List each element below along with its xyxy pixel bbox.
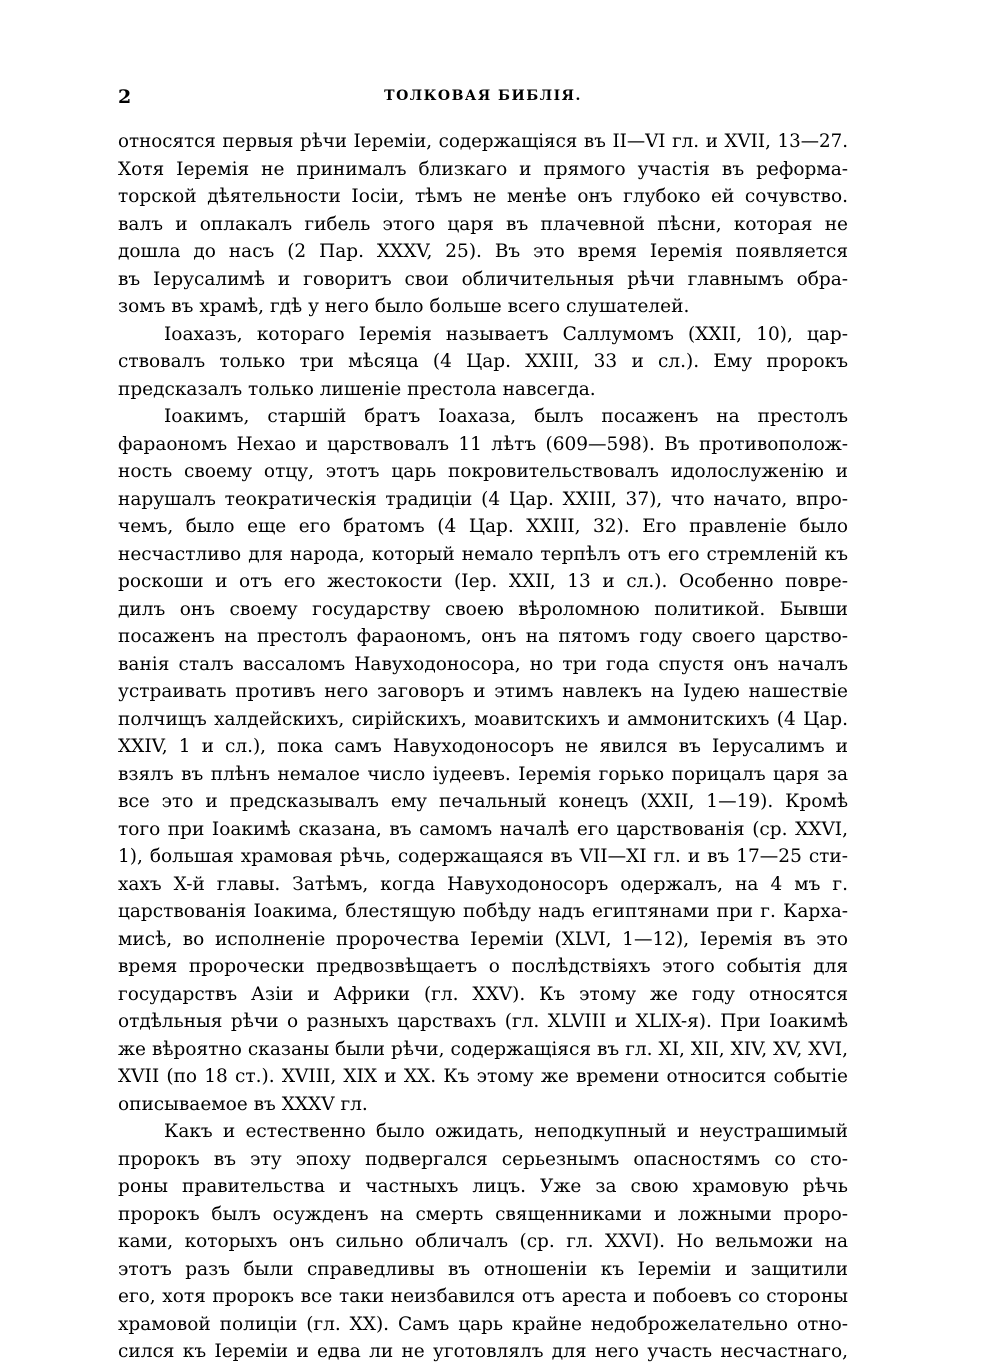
text-line: пророкъ въ эту эпоху подвергался серьезнымъ опасностямъ со сто- <box>118 1148 848 1170</box>
text-line: 1), большая храмовая рѣчь, содержащаяся въ VII—XI гл. и въ 17—25 сти- <box>118 846 848 867</box>
text-line: XXIV, 1 и сл.), пока самъ Навуходоносоръ не явился въ Iерусалимъ и <box>118 736 848 757</box>
text-line: этотъ разъ были справедливы въ отношеніи къ Iереміи и защитили <box>118 1258 848 1280</box>
text-line: царствованія Iоакима, блестящую побѣду надъ египтянами при г. Карха- <box>118 901 848 922</box>
text-line: въ Iерусалимѣ и говоритъ свои обличительныя рѣчи главнымъ обра- <box>118 268 848 290</box>
text-line: дилъ онъ своему государству своею вѣроломною политикой. Бывши <box>118 598 848 620</box>
text-line: несчастливо для народа, который немало терпѣлъ отъ его стремленій къ <box>118 543 848 565</box>
text-line: государствъ Азіи и Африки (гл. XXV). Къ этому же году относятся <box>118 983 848 1005</box>
text-line: устраивать противъ него заговоръ и этимъ навлекъ на Iудею нашествіе <box>118 681 848 702</box>
text-line: храмовой полиціи (гл. XX). Самъ царь крайне недоброжелательно отно- <box>118 1313 848 1335</box>
text-line: роны правительства и частныхъ лицъ. Уже за свою храмовую рѣчь <box>118 1176 848 1197</box>
text-line: ванія сталъ вассаломъ Навуходоносора, но три года спустя онъ началъ <box>118 653 848 675</box>
text-line: ствовалъ только три мѣсяца (4 Цар. XXIII, 33 и сл.). Ему пророкъ <box>118 351 848 372</box>
text-line: чемъ, было еще его братомъ (4 Цар. XXIII, 32). Его правленіе было <box>118 516 848 537</box>
running-head <box>118 86 848 110</box>
text-line: пророкъ былъ осужденъ на смерть священниками и ложными проро- <box>118 1203 848 1225</box>
text-line: Iоахазъ, котораго Iеремія называетъ Саллумомъ (XXII, 10), цар- <box>164 323 848 345</box>
text-line: взялъ въ плѣнъ немалое число іудеевъ. Iеремія горько порицалъ царя за <box>118 763 848 785</box>
page-number: 2 <box>118 86 132 108</box>
text-line: отдѣльныя рѣчи о разныхъ царствахъ (гл. XLVIII и XLIX-я). При Iоакимѣ <box>118 1011 848 1032</box>
text-line: описываемое въ XXXV гл. <box>118 1093 368 1115</box>
text-line: зомъ въ храмѣ, гдѣ у него было больше всего слушателей. <box>118 296 690 317</box>
running-title: ТОЛКОВАЯ БИБЛIЯ. <box>384 88 582 104</box>
text-line: посаженъ на престолъ фараономъ, онъ на пятомъ году своего царство- <box>118 626 848 647</box>
text-line: торской дѣятельности Iосіи, тѣмъ не менѣе онъ глубоко ей сочувство. <box>118 186 848 207</box>
text-line: же вѣроятно сказаны были рѣчи, содержащіяся въ гл. XI, XII, XIV, XV, XVI, <box>118 1038 848 1060</box>
body-text <box>118 128 848 1366</box>
text-line: Iоакимъ, старшій братъ Iоахаза, былъ посаженъ на престолъ <box>164 406 848 427</box>
text-line: Хотя Iеремія не принималъ близкаго и прямого участія въ реформа- <box>118 158 848 180</box>
text-line: мисѣ, во исполненіе пророчества Iереміи (XLVI, 1—12), Iеремія въ это <box>118 928 848 950</box>
text-line: сился къ Iереміи и едва ли не уготовлялъ для него участь несчастнаго, <box>118 1341 848 1362</box>
text-line: предсказалъ только лишеніе престола навсегда. <box>118 378 596 400</box>
text-line: того при Iоакимѣ сказана, въ самомъ началѣ его царствованія (ср. XXVI, <box>118 818 848 840</box>
text-line: полчищъ халдейскихъ, сирійскихъ, моавитскихъ и аммонитскихъ (4 Цар. <box>118 708 848 730</box>
text-line: ками, которыхъ онъ сильно обличалъ (ср. гл. XXVI). Но вельможи на <box>118 1231 848 1252</box>
text-line: XVII (по 18 ст.). XVIII, XIX и XX. Къ этому же времени относится событіе <box>118 1066 848 1087</box>
text-line: время пророчески предвозвѣщаетъ о послѣдствіяхъ этого событія для <box>118 956 848 977</box>
text-line: дошла до насъ (2 Пар. XXXV, 25). Въ это время Iеремія появляется <box>118 241 848 262</box>
text-line: валъ и оплакалъ гибель этого царя въ плачевной пѣсни, которая не <box>118 213 848 235</box>
text-line: ность своему отцу, этотъ царь покровительствовалъ идолослуженію и <box>118 461 848 482</box>
text-line: относятся первыя рѣчи Iереміи, содержащіяся въ II—VI гл. и XVII, 13—27. <box>118 131 848 152</box>
text-line: нарушалъ теократическія традиціи (4 Цар. XXIII, 37), что начато, впро- <box>118 488 848 510</box>
text-line: Какъ и естественно было ожидать, неподкупный и неустрашимый <box>164 1121 848 1142</box>
text-line: его, хотя пророкъ все таки неизбавился отъ ареста и побоевъ со стороны <box>118 1286 848 1307</box>
text-line: фараономъ Нехао и царствовалъ 11 лѣтъ (609—598). Въ противополож- <box>118 433 848 455</box>
text-line: хахъ X-й главы. Затѣмъ, когда Навуходоносоръ одержалъ, на 4 мъ г. <box>118 873 848 895</box>
text-line: роскоши и отъ его жестокости (Iер. XXII, 13 и сл.). Особенно повре- <box>118 571 848 592</box>
text-line: все это и предсказывалъ ему печальный конецъ (XXII, 1—19). Кромѣ <box>118 791 848 812</box>
